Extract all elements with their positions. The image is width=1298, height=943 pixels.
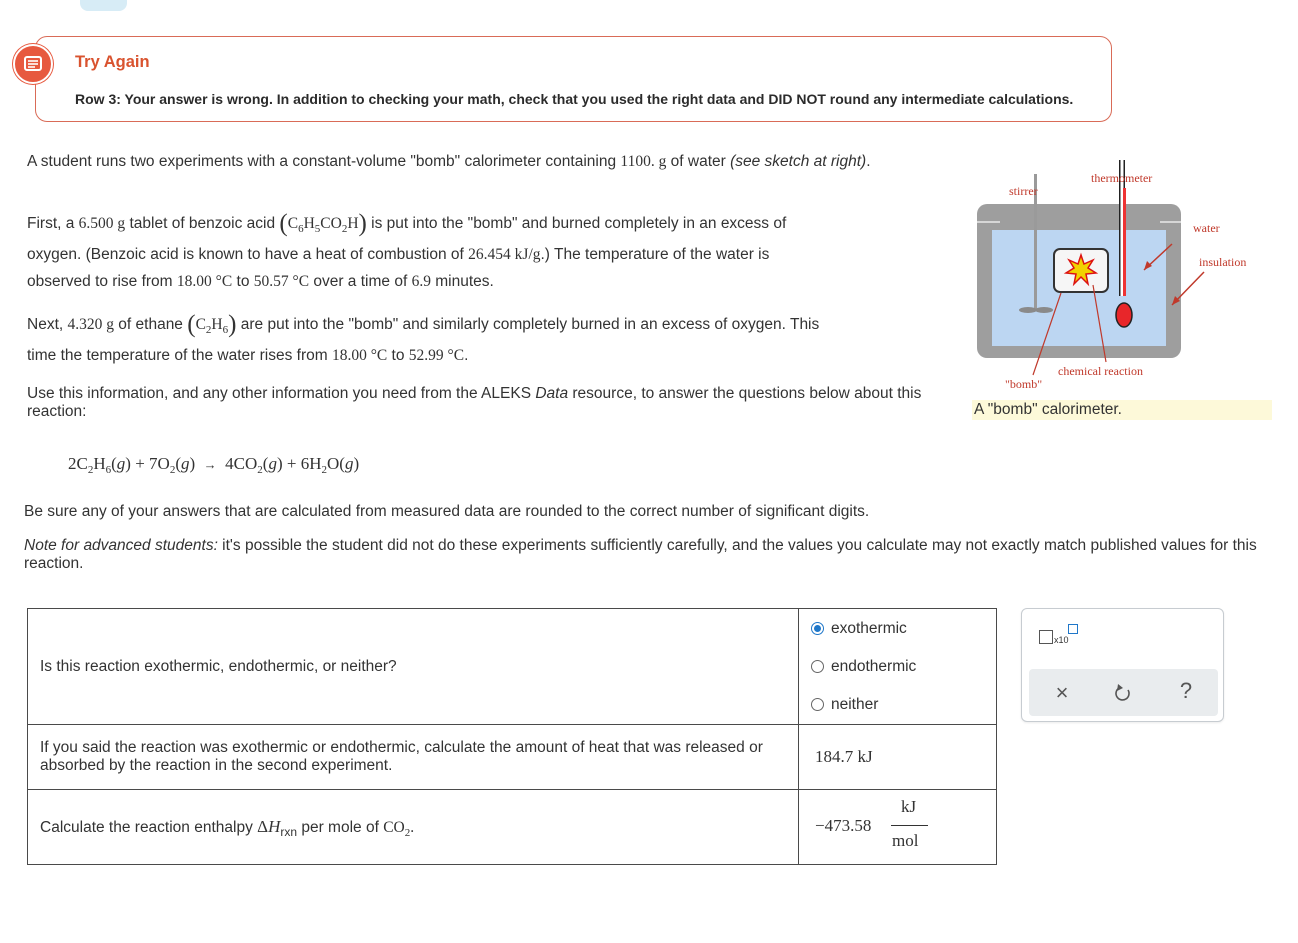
bomb-calorimeter-diagram — [972, 160, 1272, 400]
q2-answer[interactable]: 184.7 kJ — [799, 725, 997, 790]
chemical-equation: $2C_2H_6(g) + 7O_2(g) \to 4CO_2(g) + 6H_2O(g)$ — [68, 454, 360, 476]
q3-unit-numerator: kJ — [901, 797, 917, 816]
q3-answer[interactable] — [799, 790, 997, 865]
option-neither[interactable]: neither — [811, 686, 996, 724]
thermometer-label: thermometer — [1091, 171, 1153, 185]
problem-exp1-line2: oxygen. (Benzoic acid is known to have a heat of combustion of 26.454 kJ/g.) The temperature of the water is — [27, 246, 770, 263]
insulation-label: insulation — [1199, 255, 1247, 269]
problem-exp1-line3: observed to rise from 18.00 °C to 50.57 °C over a time of 6.9 minutes. — [27, 273, 494, 290]
q1-prompt: Is this reaction exothermic, endothermic, or neither? — [28, 609, 799, 725]
q2-prompt: If you said the reaction was exothermic or endothermic, calculate the amount of heat that was released or absorbed by the reaction in the second experiment. — [28, 725, 799, 790]
problem-intro: A student runs two experiments with a constant-volume "bomb" calorimeter containing 1100. g of water (see sketch at right). — [27, 153, 871, 170]
question-row-2 — [28, 725, 997, 790]
problem-exp1-line1: First, a 6.500 g tablet of benzoic acid $(C_6H_5CO_2H)$ is put into the "bomb" and burned completely in an excess of — [27, 210, 787, 237]
bomb-label: "bomb" — [1005, 377, 1043, 391]
try-again-alert — [35, 36, 1112, 122]
radio-exothermic[interactable] — [811, 622, 824, 635]
option-endothermic[interactable]: endothermic — [811, 648, 996, 686]
problem-instructions: Use this information, and any other information you need from the ALEKS Data resource, to answer the questions below about this reaction: — [27, 385, 922, 420]
radio-neither[interactable] — [811, 698, 824, 711]
q3-value[interactable]: −473.58 — [815, 816, 872, 835]
q3-unit-denominator: mol — [892, 831, 919, 850]
sigfig-note: Be sure any of your answers that are calculated from measured data are rounded to the correct number of significant digits. — [24, 503, 870, 520]
top-tab[interactable] — [80, 0, 127, 11]
problem-exp2-line2: time the temperature of the water rises from 18.00 °C to 52.99 °C. — [27, 347, 469, 364]
alert-title: Try Again — [75, 53, 150, 71]
alert-message: Row 3: Your answer is wrong. In addition to checking your math, check that you used the right data and DID NOT round any intermediate calculations. — [75, 91, 1074, 107]
question-row-1 — [28, 609, 997, 725]
water-label: water — [1193, 221, 1220, 235]
questions-table — [27, 608, 997, 865]
advanced-note: Note for advanced students: it's possible the student did not do these experiments sufficiently carefully, and the values you calculate may not exactly match published values for this reaction. — [24, 537, 1257, 572]
q3-prompt: Calculate the reaction enthalpy $\Delta H_{rxn}$ per mole of $CO_2$. — [28, 790, 799, 865]
figure-caption: A "bomb" calorimeter. — [972, 400, 1272, 420]
option-exothermic[interactable]: exothermic — [811, 610, 996, 648]
question-row-3 — [28, 790, 997, 865]
fraction-bar — [891, 825, 928, 826]
clear-icon[interactable]: × — [1055, 680, 1069, 705]
feedback-icon — [13, 44, 53, 84]
undo-icon[interactable] — [1113, 682, 1133, 704]
help-icon[interactable]: ? — [1179, 678, 1193, 703]
problem-exp2-line1: Next, 4.320 g of ethane $(C_2H_6)$ are put into the "bomb" and similarly completely burned in an excess of oxygen. This — [27, 311, 820, 338]
chemical-reaction-label: chemical reaction — [1058, 364, 1143, 378]
x10-button[interactable]: x10 — [1039, 624, 1079, 650]
q1-options — [799, 609, 997, 725]
radio-endothermic[interactable] — [811, 660, 824, 673]
stirrer-label: stirrer — [1009, 184, 1038, 198]
